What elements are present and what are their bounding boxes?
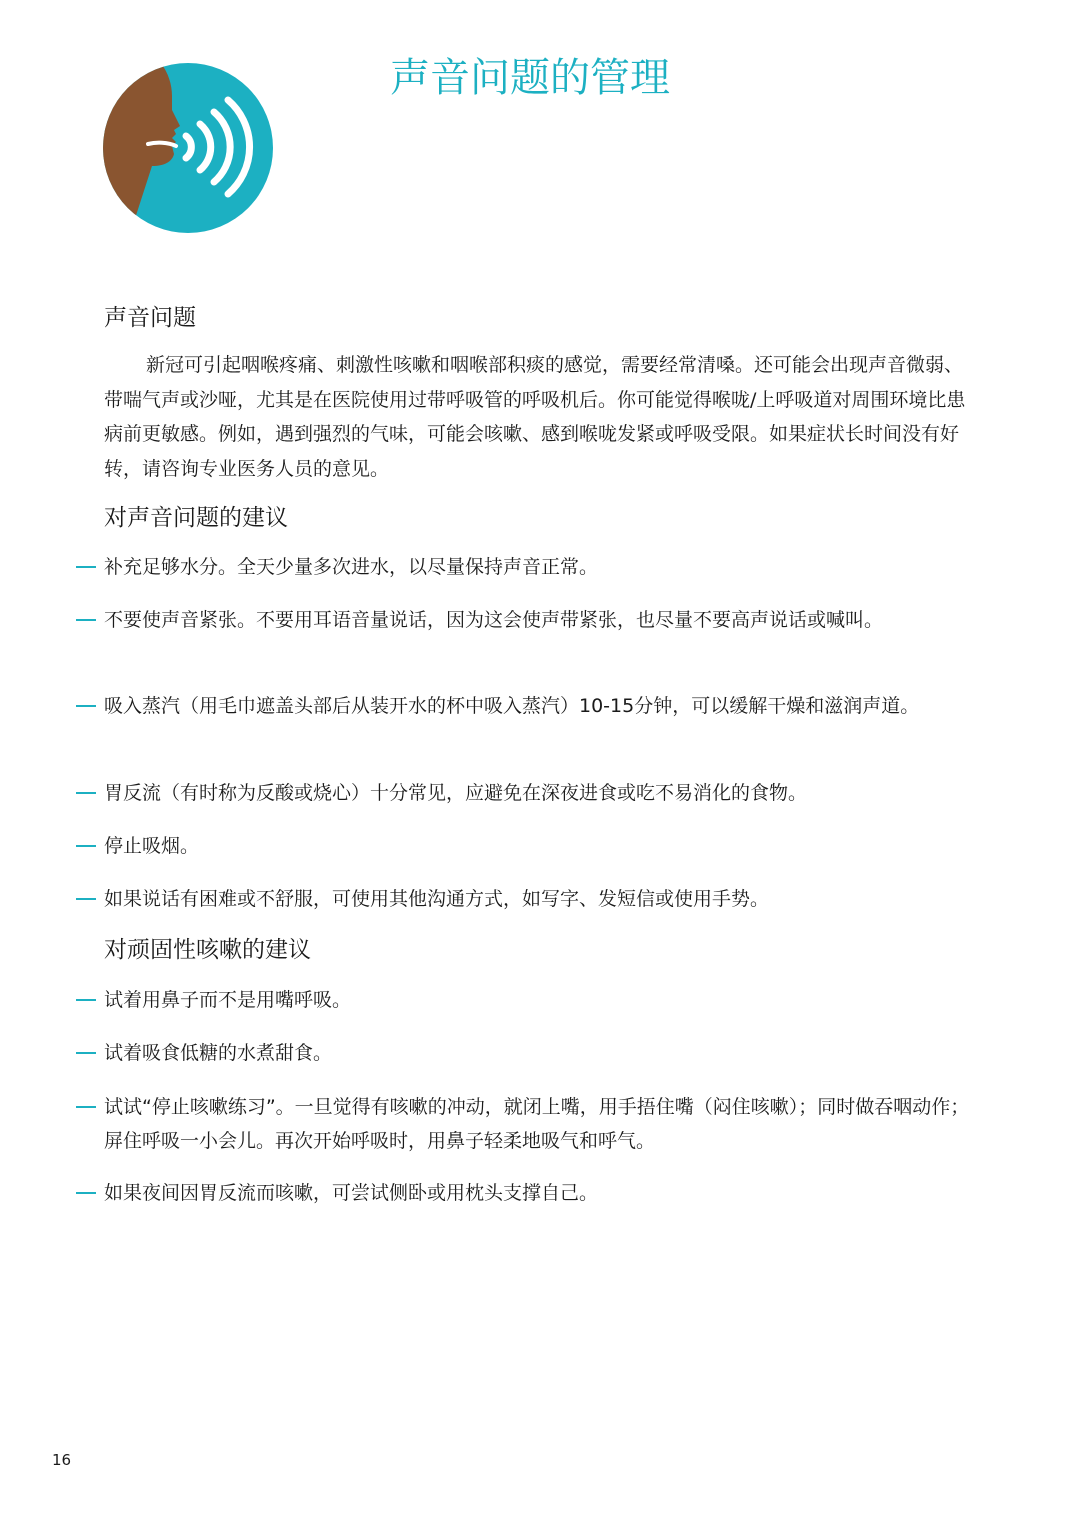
speaking-head-sound-waves-icon: [102, 62, 274, 234]
list-item: 不要使声音紧张。不要用耳语音量说话，因为这会使声带紧张，也尽量不要高声说话或喊叫。: [76, 603, 980, 637]
list-item: 试着用鼻子而不是用嘴呼吸。: [76, 983, 980, 1017]
list-item: 吸入蒸汽（用毛巾遮盖头部后从装开水的杯中吸入蒸汽）10-15分钟，可以缓解干燥和滋润声道。: [76, 689, 980, 723]
section-heading-voice: 声音问题: [104, 305, 196, 331]
dash-bullet-icon: [76, 1192, 96, 1194]
dash-bullet-icon: [76, 566, 96, 568]
dash-bullet-icon: [76, 705, 96, 707]
list-item: 如果说话有困难或不舒服，可使用其他沟通方式，如写字、发短信或使用手势。: [76, 882, 980, 916]
page-number: 16: [52, 1451, 72, 1469]
dash-bullet-icon: [76, 999, 96, 1001]
list-item: 如果夜间因胃反流而咳嗽，可尝试侧卧或用枕头支撑自己。: [76, 1176, 980, 1210]
section-heading-voice-advice: 对声音问题的建议: [104, 505, 288, 531]
dash-bullet-icon: [76, 792, 96, 794]
section-paragraph-voice: 新冠可引起咽喉疼痛、刺激性咳嗽和咽喉部积痰的感觉，需要经常清嗓。还可能会出现声音微弱、带喘气声或沙哑，尤其是在医院使用过带呼吸管的呼吸机后。你可能觉得喉咙/上呼吸道对周围环境比患病前更敏感。例如，遇到强烈的气味，可能会咳嗽、感到喉咙发紧或呼吸受限。如果症状长时间没有好转，请咨询专业医务人员的意见。: [104, 354, 966, 480]
section-heading-cough-advice: 对顽固性咳嗽的建议: [104, 937, 311, 963]
list-item: 停止吸烟。: [76, 829, 980, 863]
list-item: 补充足够水分。全天少量多次进水，以尽量保持声音正常。: [76, 550, 980, 584]
dash-bullet-icon: [76, 1052, 96, 1054]
list-item: 试试“停止咳嗽练习”。一旦觉得有咳嗽的冲动，就闭上嘴，用手捂住嘴（闷住咳嗽）；同时做吞咽动作；屏住呼吸一小会儿。再次开始呼吸时，用鼻子轻柔地吸气和呼气。: [76, 1090, 980, 1158]
dash-bullet-icon: [76, 1106, 96, 1108]
dash-bullet-icon: [76, 845, 96, 847]
dash-bullet-icon: [76, 898, 96, 900]
dash-bullet-icon: [76, 619, 96, 621]
list-item: 试着吸食低糖的水煮甜食。: [76, 1036, 980, 1070]
page-title: 声音问题的管理: [390, 55, 670, 101]
list-item: 胃反流（有时称为反酸或烧心）十分常见，应避免在深夜进食或吃不易消化的食物。: [76, 776, 980, 810]
